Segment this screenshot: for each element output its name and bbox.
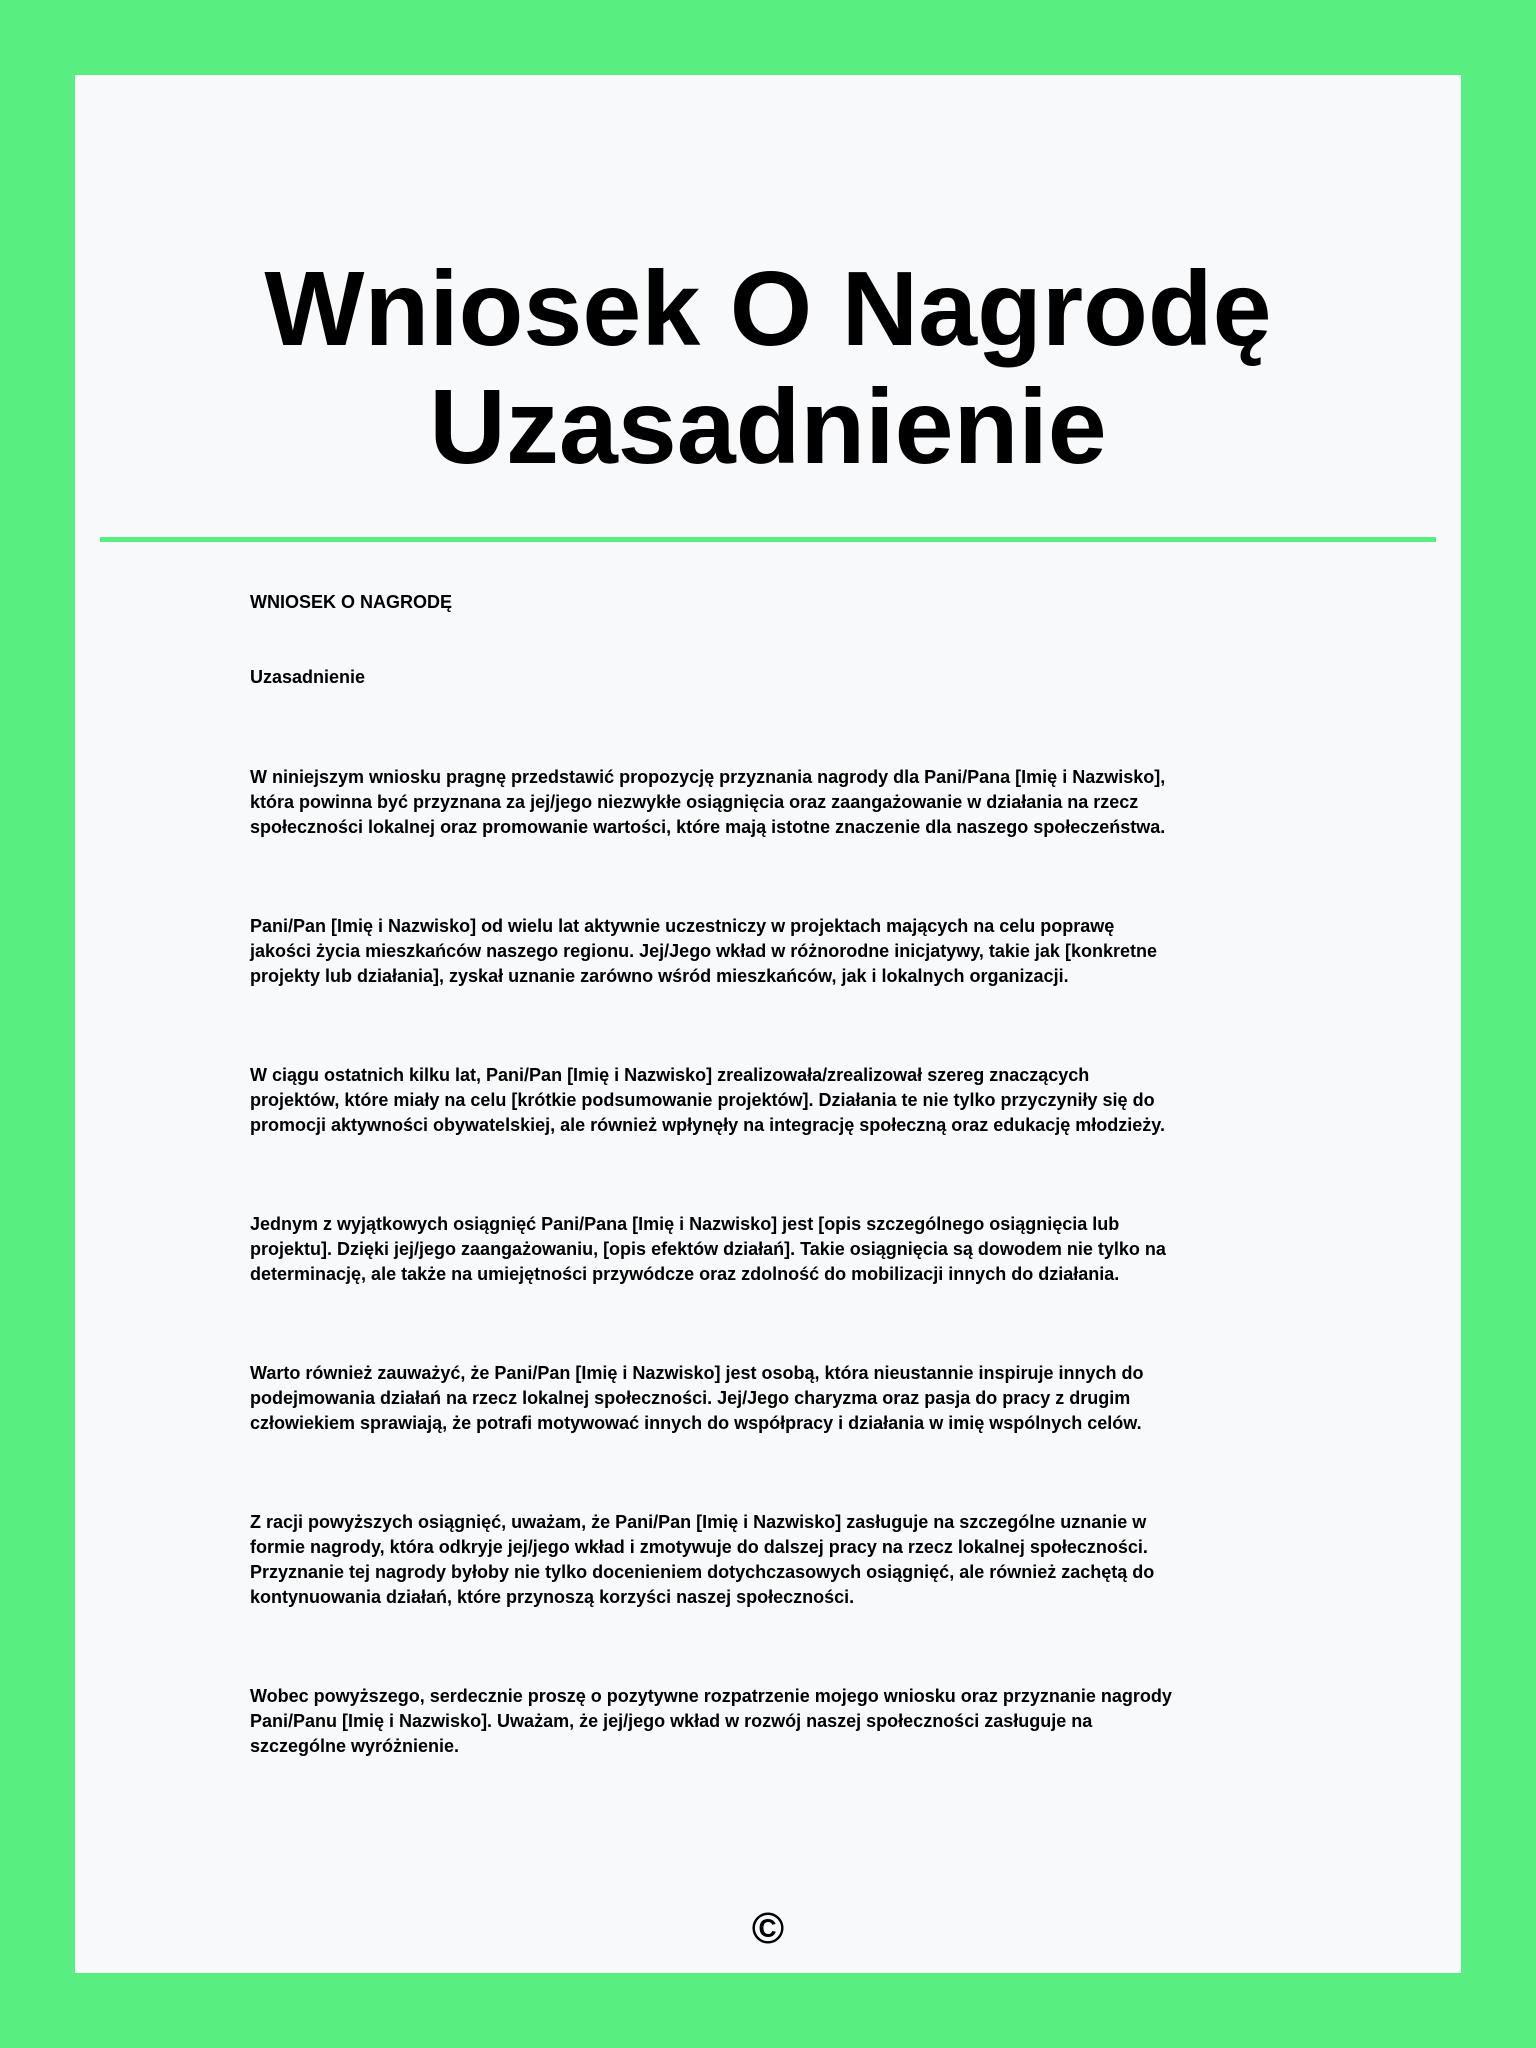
paragraph-line: Wobec powyższego, serdecznie proszę o pozytywne rozpatrzenie mojego wniosku oraz przyznanie nagrody [250, 1686, 1172, 1706]
paragraph-line: Warto również zauważyć, że Pani/Pan [Imię i Nazwisko] jest osobą, która nieustannie inspiruje innych do [250, 1363, 1144, 1383]
section-heading: WNIOSEK O NAGRODĘ [250, 592, 453, 612]
title-line-2: Uzasadnienie [429, 368, 1107, 486]
paragraph-line: promocji aktywności obywatelskiej, ale również wpłynęły na integrację społeczną oraz edukację młodzieży. [250, 1115, 1165, 1135]
paragraph-line: szczególne wyróżnienie. [250, 1736, 460, 1756]
copyright-icon: © [751, 1904, 785, 1953]
paragraph-line: Jednym z wyjątkowych osiągnięć Pani/Pana [Imię i Nazwisko] jest [opis szczególnego osiągnięcia lub [250, 1214, 1120, 1234]
paragraph-line: projektów, które miały na celu [krótkie podsumowanie projektów]. Działania te nie tylko przyczyniły się do [250, 1090, 1155, 1110]
paragraph [250, 1684, 1330, 1759]
paragraph-line: Pani/Pan [Imię i Nazwisko] od wielu lat aktywnie uczestniczy w projektach mających na celu poprawę [250, 916, 1115, 936]
paragraph-line: podejmowania działań na rzecz lokalnej społeczności. Jej/Jego charyzma oraz pasja do pracy z drugim [250, 1388, 1131, 1408]
paragraph [250, 1063, 1330, 1138]
section-subheading: Uzasadnienie [250, 667, 366, 687]
paragraph-line: człowiekiem sprawiają, że potrafi motywować innych do współpracy i działania w imię wspólnych celów. [250, 1413, 1142, 1433]
paragraph-line: społeczności lokalnej oraz promowanie wartości, które mają istotne znaczenie dla naszego społeczeństwa. [250, 817, 1166, 837]
page-title [75, 250, 1461, 486]
paragraph-line: projektu]. Dzięki jej/jego zaangażowaniu, [opis efektów działań]. Takie osiągnięcia są dowodem nie tylko na [250, 1239, 1166, 1259]
paragraph-line: Przyznanie tej nagrody byłoby nie tylko docenieniem dotychczasowych osiągnięć, ale również zachętą do [250, 1562, 1155, 1582]
paragraph-line: która powinna być przyznana za jej/jego niezwykłe osiągnięcia oraz zaangażowanie w działania na rzecz [250, 792, 1139, 812]
paragraph-line: W ciągu ostatnich kilku lat, Pani/Pan [Imię i Nazwisko] zrealizowała/zrealizował szereg znaczących [250, 1065, 1090, 1085]
paragraph-line: projekty lub działania], zyskał uznanie zarówno wśród mieszkańców, jak i lokalnych organizacji. [250, 966, 1069, 986]
paragraph-line: determinację, ale także na umiejętności przywódcze oraz zdolność do mobilizacji innych do działania. [250, 1264, 1120, 1284]
paragraph [250, 914, 1330, 989]
title-line-1: Wniosek O Nagrodę [264, 250, 1272, 368]
paragraph-line: jakości życia mieszkańców naszego regionu. Jej/Jego wkład w różnorodne inicjatywy, takie jak [konkretne [250, 941, 1157, 961]
document-body [250, 590, 1330, 1833]
paragraphs [250, 765, 1330, 1759]
paragraph-line: Z racji powyższych osiągnięć, uważam, że Pani/Pan [Imię i Nazwisko] zasługuje na szczególne uznanie w [250, 1512, 1147, 1532]
paragraph [250, 1510, 1330, 1610]
divider [100, 537, 1436, 542]
document-card [75, 75, 1461, 1973]
paragraph-line: W niniejszym wniosku pragnę przedstawić propozycję przyznania nagrody dla Pani/Pana [Imię i Nazwisko], [250, 767, 1166, 787]
paragraph [250, 765, 1330, 840]
paragraph-line: formie nagrody, która odkryje jej/jego wkład i zmotywuje do dalszej pracy na rzecz lokalnej społeczności. [250, 1537, 1148, 1557]
paragraph [250, 1212, 1330, 1287]
paragraph-line: kontynuowania działań, które przynoszą korzyści naszej społeczności. [250, 1587, 855, 1607]
paragraph-line: Pani/Panu [Imię i Nazwisko]. Uważam, że jej/jego wkład w rozwój naszej społeczności zasługuje na [250, 1711, 1093, 1731]
paragraph [250, 1361, 1330, 1436]
